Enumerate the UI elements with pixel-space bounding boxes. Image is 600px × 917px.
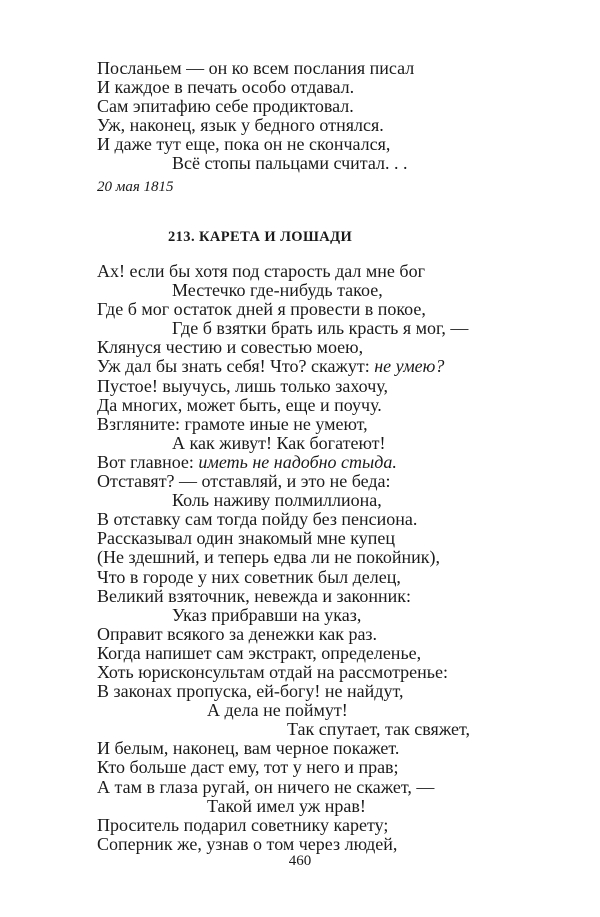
verse-line: [97, 357, 537, 376]
verse-text: Взгляните: грамоте иные не умеют,: [97, 413, 368, 434]
page-number: 460: [288, 853, 312, 869]
verse-text: В законах пропуска, ей-богу! не найдут,: [97, 681, 404, 702]
verse-line: [97, 529, 537, 548]
verse-text: Рассказывал один знакомый мне купец: [97, 528, 396, 549]
verse-text: Ах! если бы хотя под старость дал мне бог: [97, 261, 425, 281]
verse-text: Великий взяточник, невежда и законник:: [97, 585, 412, 606]
verse-text: А как живут! Как богатеют!: [172, 432, 386, 453]
verse-line: [97, 739, 537, 758]
verse-text: Отставят? — отставляй, и это не беда:: [97, 471, 391, 492]
verse-line: [97, 116, 537, 135]
verse-line: [97, 758, 537, 777]
verse-text: Что в городе у них советник был делец,: [97, 566, 401, 587]
verse-line: [97, 377, 537, 396]
verse-line: [97, 281, 537, 300]
verse-text: Пустое! выучусь, лишь только захочу,: [97, 375, 388, 396]
verse-line: [97, 59, 537, 78]
verse-text: И каждое в печать особо отдавал.: [97, 77, 355, 98]
verse-emphasis: иметь не надобно стыда.: [198, 451, 397, 472]
verse-line: [97, 491, 537, 510]
verse-line: [97, 338, 537, 357]
verse-line: [97, 319, 537, 338]
verse-text: Так спутает, так свяжет,: [287, 719, 471, 740]
verse-line: [97, 154, 537, 173]
verse-line: [97, 663, 537, 682]
verse-line: [97, 396, 537, 415]
verse-line: [97, 78, 537, 97]
verse-line: [97, 644, 537, 663]
verse-text: Кто больше даст ему, тот у него и прав;: [97, 757, 399, 778]
verse-text: Местечко где-нибудь такое,: [172, 280, 383, 301]
verse-text: Где б взятки брать иль красть я мог, —: [172, 318, 469, 339]
verse-line: [97, 568, 537, 587]
verse-text: Когда напишет сам экстракт, определенье,: [97, 642, 422, 663]
verse-line: [97, 835, 537, 854]
verse-line: [97, 97, 537, 116]
verse-text: И даже тут еще, пока он не скончался,: [97, 134, 391, 155]
verse-text: Указ прибравши на указ,: [172, 604, 362, 625]
poem-body: [97, 262, 537, 854]
verse-line: [97, 453, 537, 472]
poem-date: 20 мая 1815: [97, 179, 174, 195]
verse-text: А дела не поймут!: [207, 700, 348, 721]
verse-line: [97, 415, 537, 434]
verse-line: [97, 797, 537, 816]
verse-line: [97, 701, 537, 720]
verse-line: [97, 510, 537, 529]
verse-text: Уж, наконец, язык у бедного отнялся.: [97, 115, 384, 136]
poem-title: 213. КАРЕТА И ЛОШАДИ: [168, 229, 353, 245]
verse-line: [97, 625, 537, 644]
verse-text: Да многих, может быть, еще и поучу.: [97, 394, 382, 415]
verse-text: Такой имел уж нрав!: [207, 795, 366, 816]
verse-text: Коль наживу полмиллиона,: [172, 490, 382, 511]
previous-poem-ending: [97, 59, 537, 174]
verse-text: Посланьем — он ко всем послания писал: [97, 58, 415, 78]
verse-text: Проситель подарил советнику карету;: [97, 814, 389, 835]
verse-emphasis: не умею?: [374, 356, 445, 377]
verse-text: В отставку сам тогда пойду без пенсиона.: [97, 509, 418, 530]
verse-line: [97, 816, 537, 835]
verse-text: Где б мог остаток дней я провести в покое,: [97, 299, 426, 320]
verse-text: И белым, наконец, вам черное покажет.: [97, 738, 400, 759]
verse-line: [97, 472, 537, 491]
verse-text: Уж дал бы знать себя! Что? скажут:: [97, 356, 375, 377]
verse-text: Сам эпитафию себе продиктовал.: [97, 96, 354, 117]
verse-text: (Не здешний, и теперь едва ли не покойник),: [97, 547, 440, 568]
verse-line: [97, 682, 537, 701]
verse-line: [97, 135, 537, 154]
verse-text: Вот главное:: [97, 451, 199, 472]
verse-text: Клянуся честию и совестью моею,: [97, 337, 364, 358]
verse-line: [97, 606, 537, 625]
verse-line: [97, 548, 537, 567]
verse-line: [97, 778, 537, 797]
verse-text: Всё стопы пальцами считал. . .: [172, 153, 408, 174]
verse-line: [97, 262, 537, 281]
verse-line: [97, 300, 537, 319]
verse-text: А там в глаза ругай, он ничего не скажет, —: [97, 776, 435, 797]
verse-line: [97, 434, 537, 453]
verse-text: Соперник же, узнав о том через людей,: [97, 833, 398, 854]
verse-text: Оправит всякого за денежки как раз.: [97, 623, 378, 644]
verse-line: [97, 587, 537, 606]
verse-text: Хоть юрисконсультам отдай на рассмотренье:: [97, 661, 448, 682]
verse-line: [97, 720, 537, 739]
